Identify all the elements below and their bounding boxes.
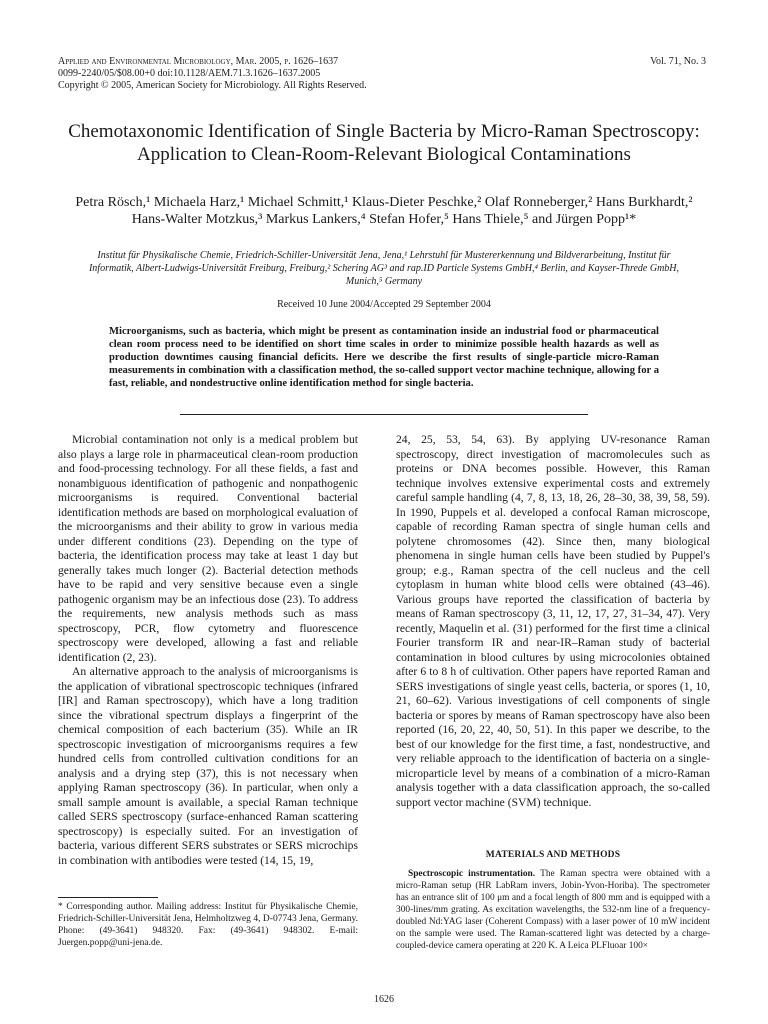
- author-list: Petra Rösch,¹ Michaela Harz,¹ Michael Schmitt,¹ Klaus-Dieter Peschke,² Olaf Ronneberger,² Hans Burkhardt,² Hans-Walter Motzkus,³ Markus Lankers,⁴ Stefan Hofer,⁵ Hans Thiele,⁵ and Jürgen Popp¹*: [75, 195, 693, 227]
- journal-citation: Applied and Environmental Microbiology, Mar. 2005, p. 1626–1637: [58, 56, 339, 67]
- subsection-heading: Spectroscopic instrumentation.: [408, 869, 536, 879]
- page-number: 1626: [374, 994, 394, 1005]
- corresponding-author-footnote: * Corresponding author. Mailing address: Institut für Physikalische Chemie, Friedrich-Schiller-Universität Jena, Helmholtzweg 4, D-07743 Jena, Germany. Phone: (49-3641) 948320. Fax: (49-3641) 948302. E-mail: Juergen.popp@uni-jena.de.: [58, 902, 358, 948]
- paragraph: 24, 25, 53, 54, 63). By applying UV-resonance Raman spectroscopy, direct investigation of macromolecules such as proteins or DNA becomes possible. However, this Raman technique involves extensive experimental costs and extremely careful sample handling (4, 7, 8, 13, 18, 26, 28–30, 38, 39, 58, 59). In 1990, Puppels et al. developed a confocal Raman microscope, capable of recording Raman spectra of single human cells and polytene chromosomes (42). Since then, many biological phenomena in single human cells have been studied by Puppel's group; e.g., Raman spectra of the cell nucleus and the cell cytoplasm in human white blood cells were obtained (43–46). Various groups have reported the classification of bacteria by means of Raman spectroscopy (3, 11, 12, 17, 27, 31–34, 47). Very recently, Maquelin et al. (31) performed for the first time a clinical Fourier transform IR and near-IR–Raman study of bacterial contamination in blood cultures by using microcolonies obtained after 6 to 8 h of cultivation. Other papers have reported Raman and SERS investigations of single yeast cells, bacteria, or spores (1, 10, 21, 60–62). Various investigations of cell components of single bacteria or spores by means of Raman spectroscopy have also been reported (16, 20, 22, 40, 50, 51). In this paper we describe, to the best of our knowledge for the first time, a fast, nondestructive, and very reliable approach to the identification of bacteria on a single-microparticle level by means of a combination of a micro-Raman analysis together with a data classification approach, the so-called support vector machine (SVM) technique.: [396, 433, 710, 809]
- body-column-right: [396, 433, 710, 810]
- copyright-line: Copyright © 2005, American Society for Microbiology. All Rights Reserved.: [58, 80, 367, 91]
- methods-text: [396, 868, 710, 952]
- affiliations: Institut für Physikalische Chemie, Friedrich-Schiller-Universität Jena, Jena,¹ Lehrstuhl für Mustererkennung und Bildverarbeitung, Institut für Informatik, Albert-Ludwigs-Universität Freiburg, Freiburg,² Schering AG³ and rap.ID Particle Systems GmbH,⁴ Berlin, and Kayser-Threde GmbH, Munich,⁵ Germany: [88, 250, 680, 287]
- body-column-left: [58, 433, 358, 868]
- volume-info: Vol. 71, No. 3: [650, 56, 706, 67]
- abstract-divider: [180, 414, 588, 415]
- paragraph: Microbial contamination not only is a medical problem but also plays a large role in pharmaceutical clean-room production and food-processing technology. For all these fields, a fast and nonambiguous identification of pathogenic and nonpathogenic microorganisms is required. Conventional bacterial identification methods are based on morphological evaluation of the microorganisms and their ability to grow in various media under different conditions (23). Depending on the type of bacteria, the identification process may take at least 1 day but generally takes much longer (2). Bacterial detection methods have to be rapid and very sensitive because even a single pathogenic organism may be an infectious dose (23). To address the requirements, new analysis methods such as mass spectroscopy, PCR, flow cytometry and fluorescence spectroscopy were developed, allowing a fast and reliable identification (2, 23).: [58, 433, 358, 664]
- received-dates: Received 10 June 2004/Accepted 29 September 2004: [277, 299, 491, 310]
- doi-line: 0099-2240/05/$08.00+0 doi:10.1128/AEM.71.3.1626–1637.2005: [58, 68, 321, 79]
- running-header: [58, 56, 538, 92]
- abstract: Microorganisms, such as bacteria, which might be present as contamination inside an industrial food or pharmaceutical clean room process need to be identified on short time scales in order to minimize possible health hazards as well as production downtimes causing financial deficits. Here we describe the first results of single-particle micro-Raman measurements in combination with a classification method, the so-called support vector machine technique, allowing for a fast, reliable, and nondestructive online identification method for single bacteria.: [109, 326, 659, 389]
- article-title: Chemotaxonomic Identification of Single Bacteria by Micro-Raman Spectroscopy: Application to Clean-Room-Relevant Biological Contaminations: [68, 121, 700, 165]
- section-heading: MATERIALS AND METHODS: [485, 850, 621, 860]
- methods-paragraph: The Raman spectra were obtained with a micro-Raman setup (HR LabRam invers, Jobin-Yvon-Horiba). The spectrometer has an entrance slit of 100 μm and a focal length of 800 mm and is equipped with a 300-lines/mm grating. As excitation wavelengths, the 532-nm line of a frequency-doubled Nd:YAG laser (Coherent Compass) with a laser power of 10 mW incident on the sample were used. The Raman-scattered light was detected by a charge-coupled-device camera operating at 220 K. A Leica PLFluoar 100×: [396, 869, 710, 951]
- paragraph: An alternative approach to the analysis of microorganisms is the application of vibrational spectroscopic techniques (infrared [IR] and Raman spectroscopy), which have a long tradition since the vibrational spectrum displays a fingerprint of the chemical composition of each bacterium (35). While an IR spectroscopic investigation of microorganisms requires a few hundred cells from controlled cultivation conditions for an analysis and a drying step (37), this is not necessary when applying Raman spectroscopy (36). In particular, when only a small sample amount is available, a special Raman technique called SERS spectroscopy (surface-enhanced Raman scattering spectroscopy) is especially suited. For an investigation of bacteria, various different SERS substrates or SERS microchips in combination with antibodies were tested (14, 15, 19,: [58, 665, 358, 867]
- footnote-divider: [58, 897, 158, 898]
